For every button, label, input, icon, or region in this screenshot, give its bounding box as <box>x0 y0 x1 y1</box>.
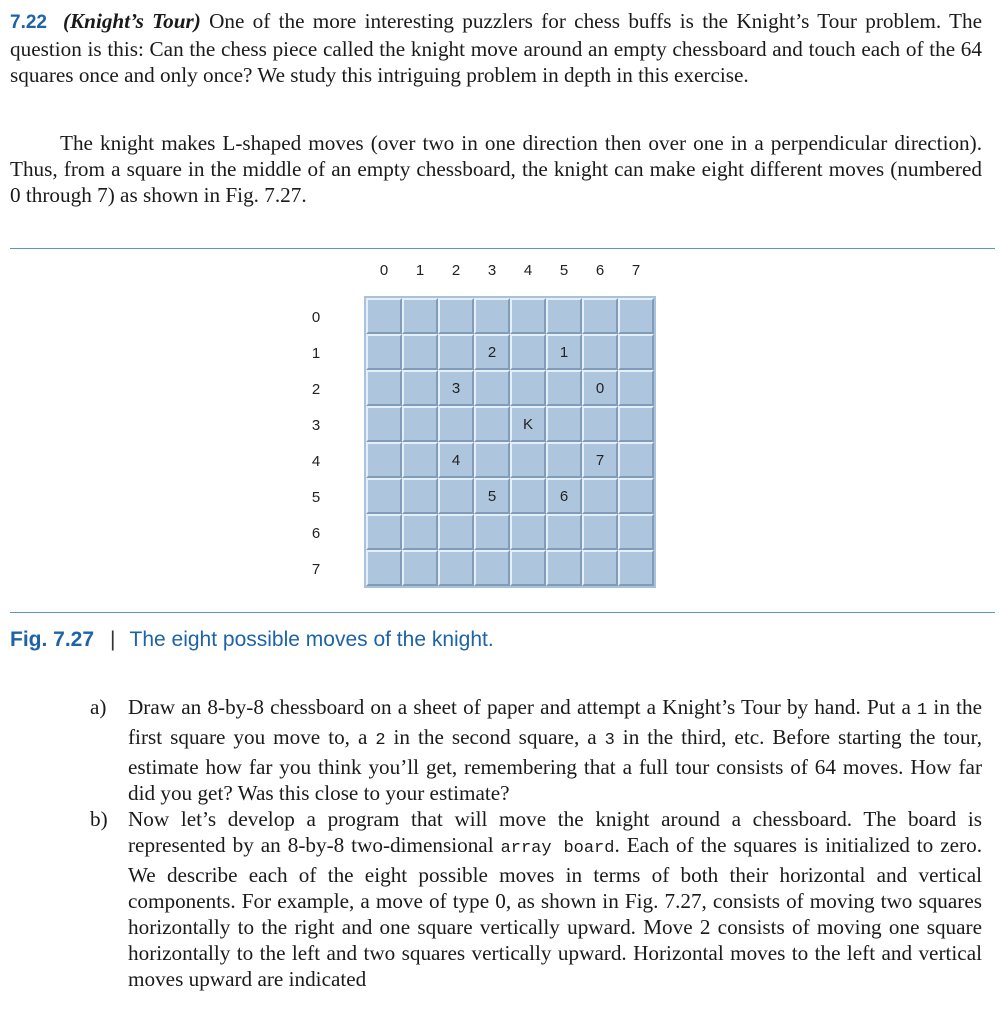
board-square <box>618 406 654 442</box>
board-square <box>618 442 654 478</box>
board-square <box>510 550 546 586</box>
column-label: 4 <box>523 262 533 279</box>
item-b-letter: b) <box>90 807 108 831</box>
board-square <box>618 514 654 550</box>
item-a-letter: a) <box>90 695 107 719</box>
board-square <box>474 550 510 586</box>
board-square <box>546 370 582 406</box>
board-square <box>402 298 438 334</box>
figure-caption-separator: | <box>110 628 116 651</box>
board-square <box>474 478 510 514</box>
board-square <box>618 298 654 334</box>
board-square <box>546 298 582 334</box>
figure-top-rule <box>10 248 995 249</box>
board-square <box>582 298 618 334</box>
column-label: 5 <box>559 262 569 279</box>
column-label: 1 <box>415 262 425 279</box>
board-square <box>474 334 510 370</box>
move-number: 6 <box>559 487 569 505</box>
figure-caption <box>10 628 494 652</box>
column-labels <box>364 262 656 286</box>
board-square <box>546 550 582 586</box>
column-label: 3 <box>487 262 497 279</box>
figure-caption-number: Fig. 7.27 <box>10 628 95 651</box>
row-label: 6 <box>311 525 321 542</box>
exercise-title: (Knight’s Tour) <box>62 9 201 33</box>
row-label: 1 <box>311 345 321 362</box>
board-square <box>510 298 546 334</box>
board-square <box>510 442 546 478</box>
board-square <box>618 478 654 514</box>
item-a-text: Draw an 8-by-8 chessboard on a sheet of paper and attempt a Knight’s Tour by hand. Put a <box>128 695 918 719</box>
column-label: 7 <box>631 262 641 279</box>
move-number: 5 <box>487 487 497 505</box>
board-square <box>582 442 618 478</box>
board-square <box>618 334 654 370</box>
board-square <box>546 478 582 514</box>
board-square <box>546 514 582 550</box>
board-square <box>582 478 618 514</box>
row-label: 3 <box>311 417 321 434</box>
item-b-text: Now let’s develop a program that will move the knight around a chessboard. The board is represented by an 8-by-8 two-dimensional <box>128 807 982 857</box>
board-square <box>510 478 546 514</box>
item-a-code: 1 <box>917 701 928 720</box>
item-a-text: in the second square, a <box>385 725 605 749</box>
board-square <box>618 370 654 406</box>
move-number: 4 <box>451 451 461 469</box>
board-square <box>510 514 546 550</box>
row-labels <box>296 300 336 590</box>
board-square <box>546 334 582 370</box>
move-number: 2 <box>487 343 497 361</box>
board-square <box>546 442 582 478</box>
board-square <box>582 406 618 442</box>
board-square <box>366 442 402 478</box>
board-square <box>402 370 438 406</box>
board-square <box>366 298 402 334</box>
board-square <box>474 298 510 334</box>
item-b-text: . Each of the squares is initialized to zero. We describe each of the eight possible moves in terms of both their horizontal and vertical components. For example, a move of type 0, as shown in Fig. 7.27, consists of moving two squares horizontally to the right and one square vertically upward. Move 2 consists of moving one square horizontally to the left and two squares vertically upward. Horizontal moves to the left and vertical moves upward are indicated <box>128 833 982 991</box>
board-square <box>438 442 474 478</box>
item-a-code: 3 <box>604 731 615 750</box>
row-label: 4 <box>311 453 321 470</box>
board-square <box>366 370 402 406</box>
paragraph-knight-moves-text: The knight makes L-shaped moves (over two in one direction then over one in a perpendicular direction). Thus, from a square in the middle of an empty chessboard, the knight can make eight different moves (numbered 0 through 7) as shown in Fig. 7.27. <box>10 131 982 207</box>
board-square <box>582 514 618 550</box>
move-number: 3 <box>451 379 461 397</box>
board-square <box>618 550 654 586</box>
board-square <box>366 514 402 550</box>
exercise-intro <box>10 8 982 88</box>
column-label: 0 <box>379 262 389 279</box>
board-square <box>366 478 402 514</box>
item-b <box>90 806 982 992</box>
board-square <box>438 406 474 442</box>
chessboard <box>364 296 656 588</box>
exercise-intro-text: One of the more interesting puzzlers for chess buffs is the Knight’s Tour problem. The question is this: Can the chess piece called the knight move around an empty chessboard and touch each of the 64 squares once and only once? We study this intriguing problem in depth in this exercise. <box>10 9 982 87</box>
board-square <box>366 550 402 586</box>
row-label: 0 <box>311 309 321 326</box>
board-square <box>366 406 402 442</box>
exercise-number: 7.22 <box>10 12 47 33</box>
board-square <box>402 334 438 370</box>
exercise-items <box>90 694 982 992</box>
move-number: 7 <box>595 451 605 469</box>
board-square <box>438 550 474 586</box>
board-square <box>474 442 510 478</box>
move-number: 0 <box>595 379 605 397</box>
board-square <box>474 370 510 406</box>
board-square <box>510 334 546 370</box>
board-square <box>510 406 546 442</box>
column-label: 2 <box>451 262 461 279</box>
board-square <box>402 514 438 550</box>
knight-marker: K <box>522 415 533 433</box>
board-square <box>402 442 438 478</box>
row-label: 2 <box>311 381 321 398</box>
figure-bottom-rule <box>10 612 995 613</box>
board-square <box>438 334 474 370</box>
board-square <box>546 406 582 442</box>
board-square <box>402 550 438 586</box>
board-square <box>438 370 474 406</box>
board-square <box>474 514 510 550</box>
figure-caption-text: The eight possible moves of the knight. <box>129 628 494 651</box>
paragraph-knight-moves <box>10 130 982 208</box>
board-square <box>438 478 474 514</box>
row-label: 7 <box>311 561 321 578</box>
column-label: 6 <box>595 262 605 279</box>
board-square <box>474 406 510 442</box>
board-square <box>438 298 474 334</box>
item-a-text: in the third, etc. Before starting the tour, estimate how far you think you’ll get, remembering that a full tour consists of 64 moves. How far did you get? Was this close to your estimate? <box>128 725 982 805</box>
row-label: 5 <box>311 489 321 506</box>
board-square <box>582 334 618 370</box>
item-a <box>90 694 982 806</box>
board-square <box>582 370 618 406</box>
move-number: 1 <box>559 343 569 361</box>
board-square <box>366 334 402 370</box>
item-b-code: array board <box>500 839 615 858</box>
board-square <box>510 370 546 406</box>
item-a-text: in the first square you move to, a <box>128 695 982 749</box>
item-a-code: 2 <box>375 731 386 750</box>
board-square <box>402 478 438 514</box>
board-square <box>402 406 438 442</box>
board-square <box>438 514 474 550</box>
board-square <box>582 550 618 586</box>
